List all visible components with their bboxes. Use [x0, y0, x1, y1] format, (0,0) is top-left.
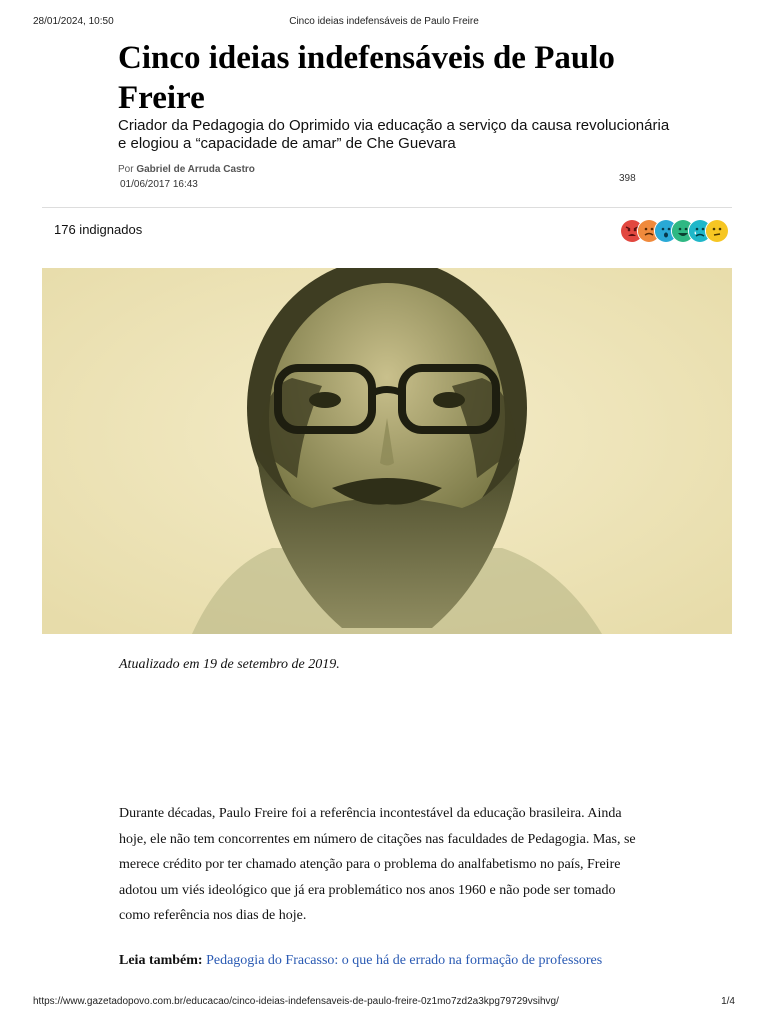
divider	[42, 207, 732, 208]
page-indicator: 1/4	[721, 996, 735, 1007]
read-also	[119, 953, 659, 969]
updated-note: Atualizado em 19 de setembro de 2019.	[119, 657, 340, 672]
reaction-bar[interactable]	[620, 219, 730, 243]
read-also-link[interactable]: Pedagogia do Fracasso: o que há de errado na formação de professores	[206, 953, 603, 968]
reactions-summary: 176 indignados	[54, 222, 143, 237]
print-datetime: 28/01/2024, 10:50	[33, 16, 114, 27]
print-url: https://www.gazetadopovo.com.br/educacao/cinco-ideias-indefensaveis-de-paulo-freire-0z1mo7zd2a3kpg79729vsihvg/	[33, 996, 559, 1007]
article-subtitle: Criador da Pedagogia do Oprimido via educação a serviço da causa revolucionária e elogiou a “capacidade de amar” de Che Guevara	[118, 117, 670, 152]
portrait-illustration	[42, 268, 732, 634]
comments-count[interactable]: 398	[619, 173, 636, 184]
publish-date: 01/06/2017 16:43	[120, 179, 198, 190]
byline-prefix: Por	[118, 164, 134, 175]
article-paragraph: Durante décadas, Paulo Freire foi a referência incontestável da educação brasileira. Ainda hoje, ele não tem concorrentes em número de citações nas faculdades de Pedagogia. Mas, se merece crédito por ter chamado atenção para o problema do analfabetismo no país, Freire adotou um viés ideológico que já era problemático nos anos 1960 e não pode ser tomado como referência nos dias de hoje.	[119, 806, 636, 923]
byline	[118, 164, 255, 175]
article-headline: Cinco ideias indefensáveis de Paulo Freire	[118, 40, 615, 116]
article-photo	[42, 268, 732, 634]
author-name[interactable]: Gabriel de Arruda Castro	[136, 164, 255, 175]
read-also-label: Leia também:	[119, 953, 203, 968]
print-document-title: Cinco ideias indefensáveis de Paulo Freire	[289, 16, 479, 27]
thinking-face-icon[interactable]	[705, 219, 729, 243]
